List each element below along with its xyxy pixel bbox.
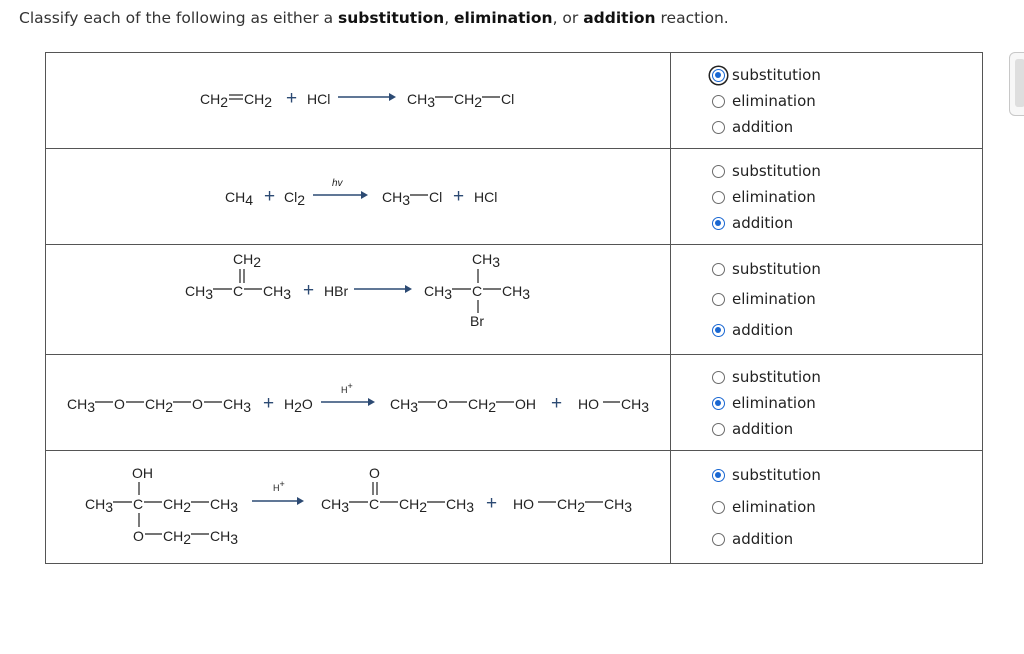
svg-text:+: + — [486, 493, 498, 514]
radio-selected-icon[interactable] — [712, 469, 725, 482]
svg-text:Br: Br — [470, 313, 484, 329]
option-addition-4[interactable]: addition — [712, 418, 793, 440]
svg-text:CH3: CH3 — [407, 91, 436, 110]
svg-text:H+: H+ — [273, 479, 285, 493]
equation-5-drawing — [46, 451, 670, 563]
svg-text:+: + — [263, 393, 275, 414]
option-elimination-5[interactable]: elimination — [712, 496, 816, 518]
equation-4-drawing — [46, 355, 670, 450]
reaction-equation-3 — [46, 245, 671, 355]
svg-text:hv: hv — [332, 178, 343, 189]
option-substitution-4[interactable]: substitution — [712, 366, 821, 388]
svg-text:O: O — [114, 396, 125, 412]
options-group-1 — [671, 53, 982, 148]
svg-text:CH3: CH3 — [210, 496, 239, 515]
reaction-equation-5 — [46, 451, 671, 564]
option-elimination-2[interactable]: elimination — [712, 186, 816, 208]
options-group-2 — [671, 149, 982, 244]
svg-text:CH4: CH4 — [225, 189, 254, 208]
svg-text:CH3: CH3 — [502, 283, 531, 302]
svg-text:O: O — [133, 528, 144, 544]
options-cell-5 — [671, 451, 983, 564]
option-addition-5[interactable]: addition — [712, 528, 793, 550]
options-group-3 — [671, 245, 982, 354]
option-elimination-3[interactable]: elimination — [712, 288, 816, 310]
svg-text:CH3: CH3 — [390, 396, 419, 415]
option-addition-2[interactable]: addition — [712, 212, 793, 234]
svg-text:CH3: CH3 — [321, 496, 350, 515]
svg-text:C: C — [369, 496, 380, 512]
radio-selected-icon[interactable] — [712, 69, 725, 82]
radio-empty-icon[interactable] — [712, 263, 725, 276]
radio-selected-icon[interactable] — [712, 217, 725, 230]
svg-text:CH2: CH2 — [468, 396, 497, 415]
radio-empty-icon[interactable] — [712, 121, 725, 134]
radio-empty-icon[interactable] — [712, 423, 725, 436]
equation-2-drawing — [46, 149, 670, 244]
radio-empty-icon[interactable] — [712, 293, 725, 306]
svg-text:CH3: CH3 — [446, 496, 475, 515]
option-substitution-1[interactable]: substitution — [712, 64, 821, 86]
svg-text:CH3: CH3 — [604, 496, 633, 515]
reaction-row-4 — [46, 355, 983, 451]
options-cell-4 — [671, 355, 983, 451]
side-panel-handle[interactable] — [1009, 52, 1024, 116]
reaction-row-5 — [46, 451, 983, 564]
svg-text:HCl: HCl — [474, 189, 498, 205]
svg-text:CH2: CH2 — [244, 91, 273, 110]
radio-selected-icon[interactable] — [712, 324, 725, 337]
svg-text:Cl2: Cl2 — [284, 189, 306, 208]
svg-text:CH3: CH3 — [263, 283, 292, 302]
options-group-4 — [671, 355, 982, 450]
svg-text:+: + — [551, 393, 563, 414]
reaction-row-3 — [46, 245, 983, 355]
svg-text:C: C — [133, 496, 144, 512]
svg-text:CH3: CH3 — [223, 396, 252, 415]
svg-text:CH2: CH2 — [454, 91, 483, 110]
svg-text:HO: HO — [513, 496, 534, 512]
reaction-equation-4 — [46, 355, 671, 451]
svg-text:H2O: H2O — [284, 396, 313, 415]
radio-empty-icon[interactable] — [712, 371, 725, 384]
radio-selected-icon[interactable] — [712, 397, 725, 410]
reaction-row-2 — [46, 149, 983, 245]
radio-empty-icon[interactable] — [712, 165, 725, 178]
svg-text:O: O — [192, 396, 203, 412]
option-addition-1[interactable]: addition — [712, 116, 793, 138]
option-elimination-1[interactable]: elimination — [712, 90, 816, 112]
option-substitution-2[interactable]: substitution — [712, 160, 821, 182]
equation-3-drawing — [46, 245, 670, 354]
reaction-equation-2 — [46, 149, 671, 245]
options-cell-2 — [671, 149, 983, 245]
svg-text:CH2: CH2 — [399, 496, 428, 515]
svg-text:HBr: HBr — [324, 283, 349, 299]
option-substitution-5[interactable]: substitution — [712, 464, 821, 486]
svg-text:C: C — [472, 283, 483, 299]
radio-empty-icon[interactable] — [712, 533, 725, 546]
svg-text:CH2: CH2 — [163, 528, 192, 547]
svg-text:CH2: CH2 — [163, 496, 192, 515]
reaction-row-1 — [46, 53, 983, 149]
svg-text:+: + — [303, 280, 315, 301]
option-addition-3[interactable]: addition — [712, 319, 793, 341]
svg-text:CH3: CH3 — [210, 528, 239, 547]
svg-text:Cl: Cl — [501, 91, 515, 107]
svg-text:HO: HO — [578, 396, 599, 412]
svg-text:CH2: CH2 — [233, 251, 262, 270]
svg-text:+: + — [264, 186, 276, 207]
svg-text:H+: H+ — [341, 381, 353, 395]
radio-empty-icon[interactable] — [712, 191, 725, 204]
svg-text:OH: OH — [132, 465, 153, 481]
option-elimination-4[interactable]: elimination — [712, 392, 816, 414]
svg-text:CH3: CH3 — [185, 283, 214, 302]
svg-text:CH3: CH3 — [382, 189, 411, 208]
svg-text:CH2: CH2 — [145, 396, 174, 415]
radio-empty-icon[interactable] — [712, 501, 725, 514]
svg-text:HCl: HCl — [307, 91, 331, 107]
svg-text:+: + — [453, 186, 465, 207]
reaction-equation-1 — [46, 53, 671, 149]
svg-text:O: O — [437, 396, 448, 412]
svg-text:CH3: CH3 — [621, 396, 650, 415]
options-cell-3 — [671, 245, 983, 355]
svg-text:CH2: CH2 — [200, 91, 229, 110]
reaction-table — [45, 52, 983, 564]
svg-text:+: + — [286, 88, 298, 109]
svg-text:Cl: Cl — [429, 189, 443, 205]
svg-text:CH3: CH3 — [472, 251, 501, 270]
svg-text:CH3: CH3 — [67, 396, 96, 415]
svg-text:C: C — [233, 283, 244, 299]
instructions: Classify each of the following as either a substitution, elimination, or addition reaction. — [19, 9, 729, 27]
option-substitution-3[interactable]: substitution — [712, 258, 821, 280]
radio-empty-icon[interactable] — [712, 95, 725, 108]
svg-text:CH3: CH3 — [424, 283, 453, 302]
options-group-5 — [671, 451, 982, 563]
svg-text:OH: OH — [515, 396, 536, 412]
svg-text:CH3: CH3 — [85, 496, 114, 515]
options-cell-1 — [671, 53, 983, 149]
svg-text:O: O — [369, 465, 380, 481]
svg-text:CH2: CH2 — [557, 496, 586, 515]
equation-1-drawing — [46, 53, 670, 148]
